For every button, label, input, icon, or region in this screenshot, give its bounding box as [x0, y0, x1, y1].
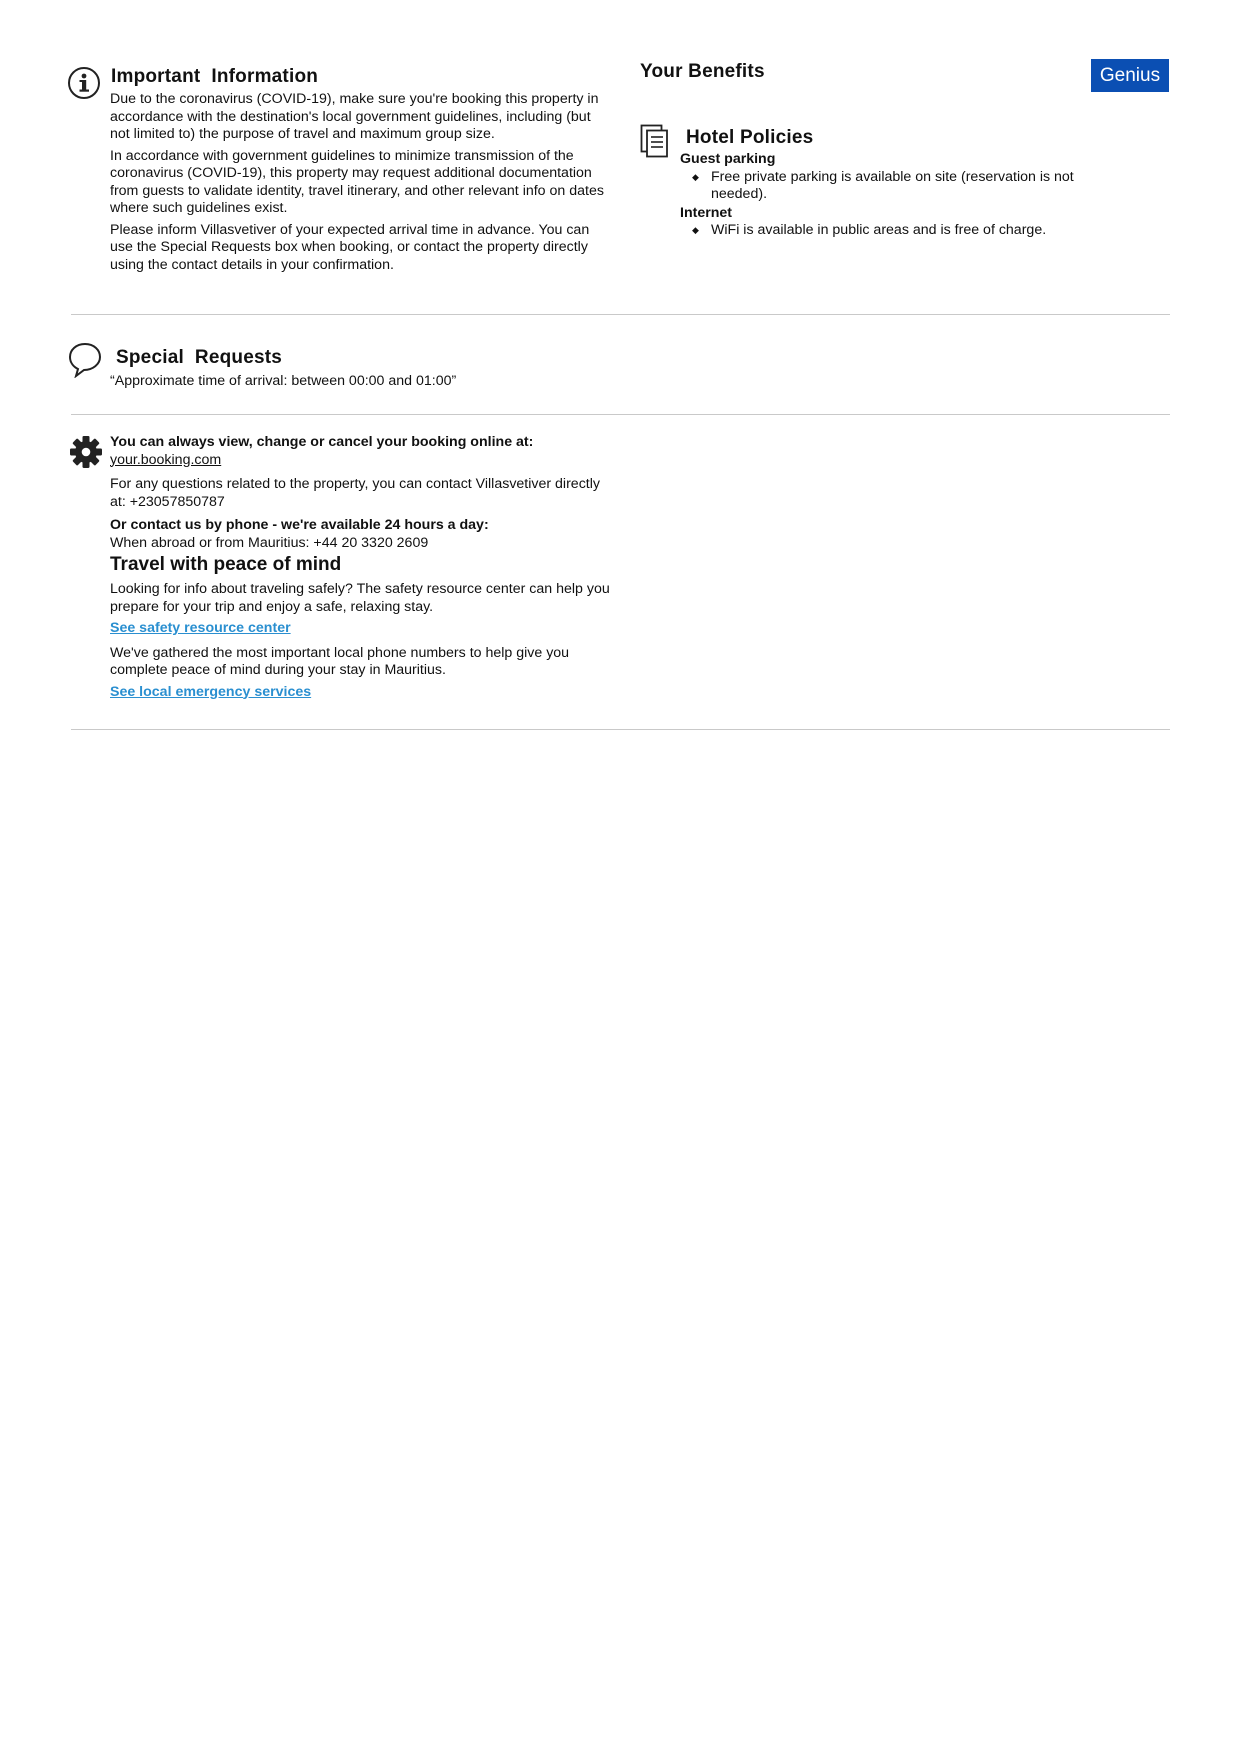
safety-link-row [110, 620, 610, 638]
safety-text: Looking for info about traveling safely? The safety resource center can help you prepare for your trip and enjoy a safe, relaxing stay. [110, 581, 610, 615]
policy-heading: Guest parking [680, 151, 776, 167]
special-requests-text: “Approximate time of arrival: between 00:00 and 01:00” [110, 373, 457, 389]
policy-items [680, 169, 1120, 204]
important-info-body [110, 91, 610, 278]
gear-icon [69, 435, 103, 469]
manage-booking-heading: You can always view, change or cancel your booking online at: [110, 434, 534, 450]
manage-booking-url-row [110, 452, 610, 470]
policy-heading: Internet [680, 204, 733, 221]
special-requests-title: Special Requests [116, 347, 283, 368]
hotel-policies-title: Hotel Policies [686, 127, 814, 148]
section-divider [71, 314, 1170, 315]
safety-resource-link[interactable]: See safety resource center [110, 620, 291, 636]
important-info-paragraph: Please inform Villasvetiver of your expected arrival time in advance. You can use the Special Requests box when booking, or contact the property directly using the contact details in your confirmation. [110, 221, 590, 273]
document-icon [640, 124, 670, 158]
speech-bubble-icon [68, 342, 102, 378]
emergency-link-row [110, 684, 610, 702]
policy-items [680, 222, 1120, 240]
section-divider [71, 729, 1170, 730]
info-icon [67, 66, 101, 100]
genius-badge: Genius [1091, 59, 1169, 92]
important-info-paragraph: Due to the coronavirus (COVID-19), make sure you're booking this property in accordance with the destination's local government guidelines, including (but not limited to) the purpose of travel and maximum group size. [110, 91, 599, 142]
contact-property-text: For any questions related to the property, you can contact Villasvetiver directly at: +23057850787 [110, 476, 600, 510]
benefits-title: Your Benefits [640, 61, 765, 82]
policy-item: ◆ WiFi is available in public areas and is free of charge. [680, 222, 1120, 240]
emergency-services-link[interactable]: See local emergency services [110, 683, 312, 700]
travel-title: Travel with peace of mind [110, 554, 342, 575]
manage-booking-block [110, 434, 610, 701]
policy-item: ◆ Free private parking is available on site (reservation is not needed). [680, 169, 1120, 204]
important-info-paragraph: In accordance with government guidelines to minimize transmission of the coronavirus (COVID-19), this property may request additional documentation from guests to validate identity, travel itinerary, and other relevant info on dates where such guidelines exist. [110, 147, 604, 216]
important-info-title: Important Information [111, 66, 319, 87]
manage-booking-url[interactable]: your.booking.com [110, 451, 222, 468]
hotel-policies-list [680, 151, 1120, 240]
section-divider [71, 414, 1170, 415]
emergency-text: We've gathered the most important local phone numbers to help give you complete peace of mind during your stay in Mauritius. [110, 644, 570, 678]
phone-line: When abroad or from Mauritius: +44 20 3320 2609 [110, 534, 429, 551]
phone-heading: Or contact us by phone - we're available 24 hours a day: [110, 517, 489, 533]
